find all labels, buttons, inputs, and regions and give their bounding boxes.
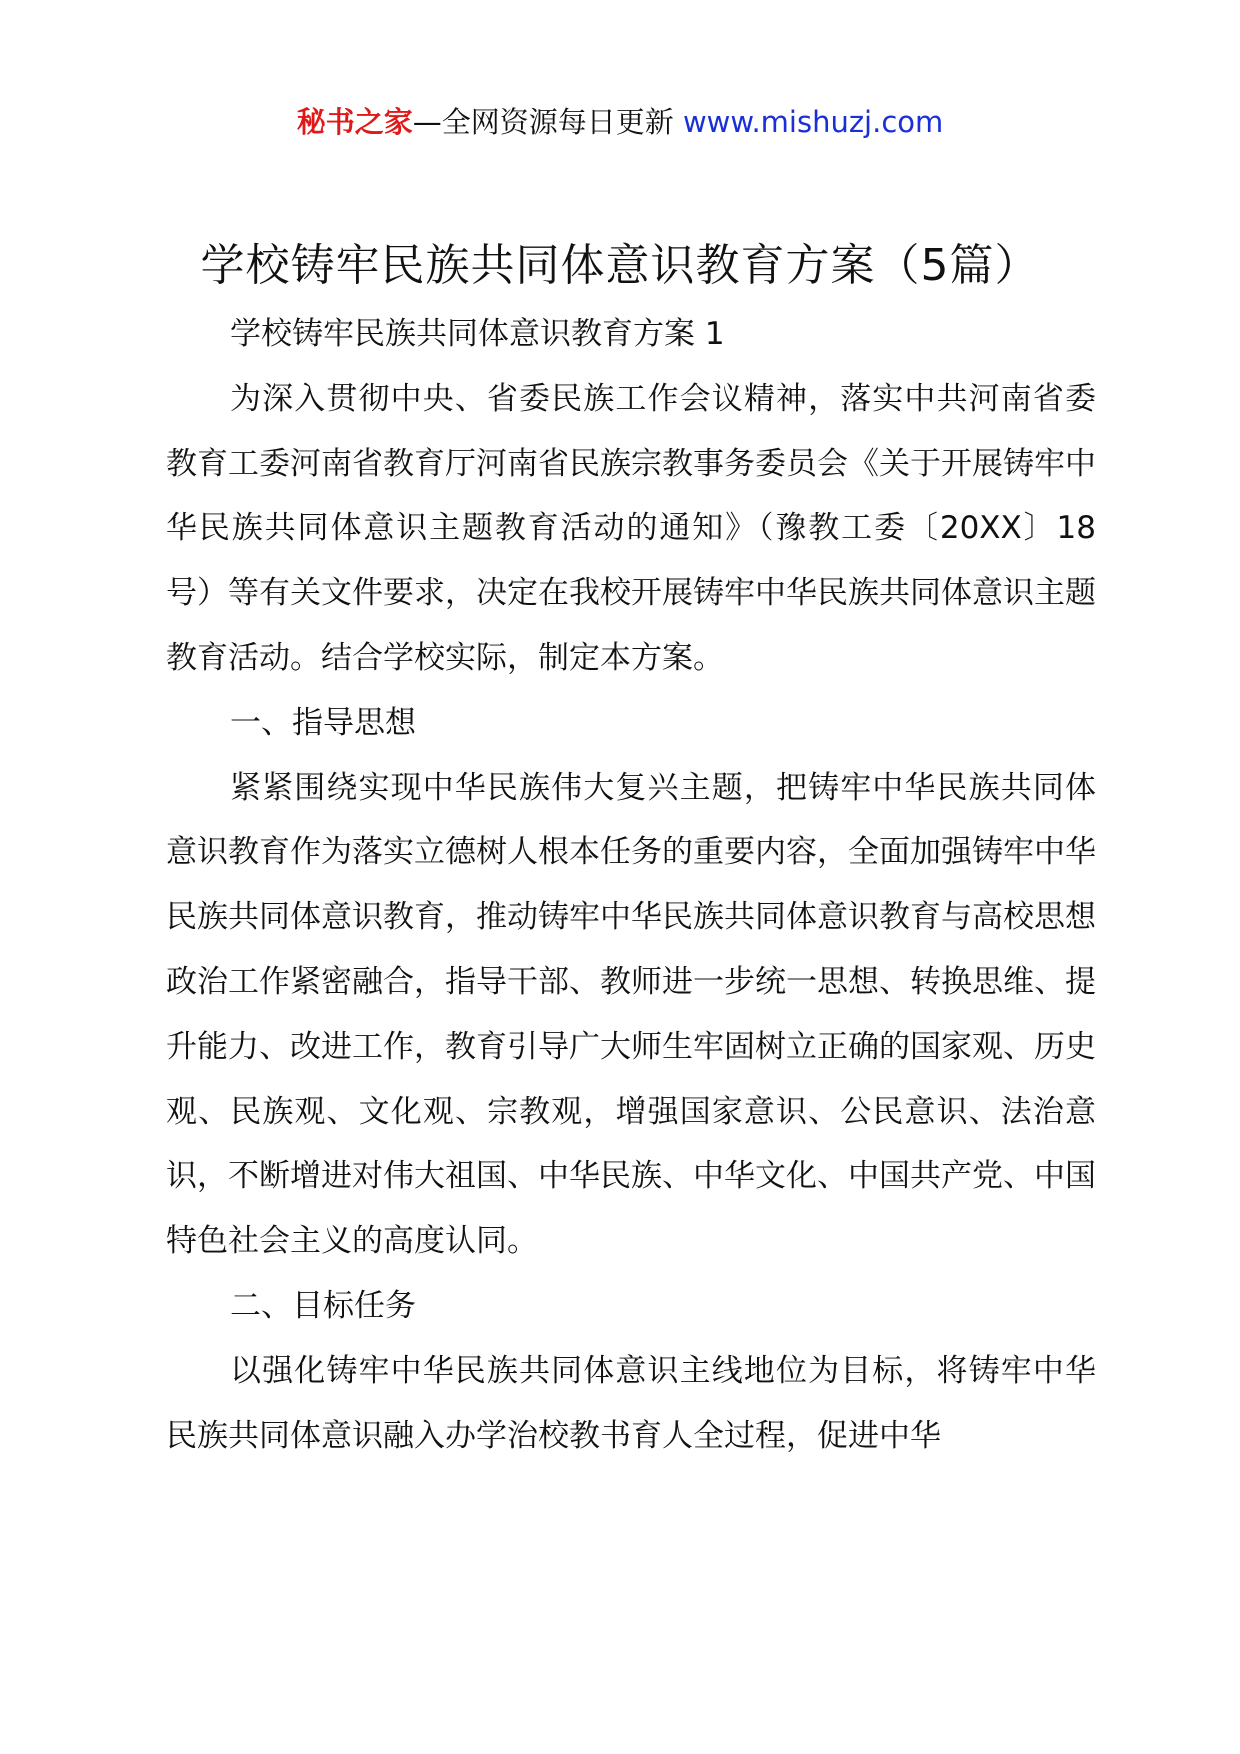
site-brand: 秘书之家 [296, 105, 413, 139]
document-body [166, 302, 1096, 1468]
site-url-link[interactable]: www.mishuzj.com [682, 105, 944, 139]
site-header [0, 100, 1240, 144]
paragraph-guiding-ideology: 紧紧围绕实现中华民族伟大复兴主题，把铸牢中华民族共同体意识教育作为落实立德树人根本任务的重要内容，全面加强铸牢中华民族共同体意识教育，推动铸牢中华民族共同体意识教育与高校思想政治工作紧密融合，指导干部、教师进一步统一思想、转换思维、提升能力、改进工作，教育引导广大师生牢固树立正确的国家观、历史观、民族观、文化观、宗教观，增强国家意识、公民意识、法治意识，不断增进对伟大祖国、中华民族、中华文化、中国共产党、中国特色社会主义的高度认同。 [166, 769, 1096, 1260]
site-slogan: —全网资源每日更新 [412, 105, 683, 139]
paragraph-intro: 为深入贯彻中央、省委民族工作会议精神，落实中共河南省委教育工委河南省教育厅河南省民族宗教事务委员会《关于开展铸牢中华民族共同体意识主题教育活动的通知》（豫教工委〔20XX〕18 号）等有关文件要求，决定在我校开展铸牢中华民族共同体意识主题教育活动。结合学校实际，制定本方案。 [166, 380, 1096, 676]
section-subtitle: 学校铸牢民族共同体意识教育方案 1 [230, 316, 725, 352]
section-heading-guiding-ideology: 一、指导思想 [230, 704, 416, 741]
section-heading-goals-tasks: 二、目标任务 [230, 1287, 416, 1324]
paragraph-goals-tasks: 以强化铸牢中华民族共同体意识主线地位为目标，将铸牢中华民族共同体意识融入办学治校教书育人全过程，促进中华 [166, 1352, 1096, 1454]
document-title: 学校铸牢民族共同体意识教育方案（5篇） [200, 240, 1040, 291]
